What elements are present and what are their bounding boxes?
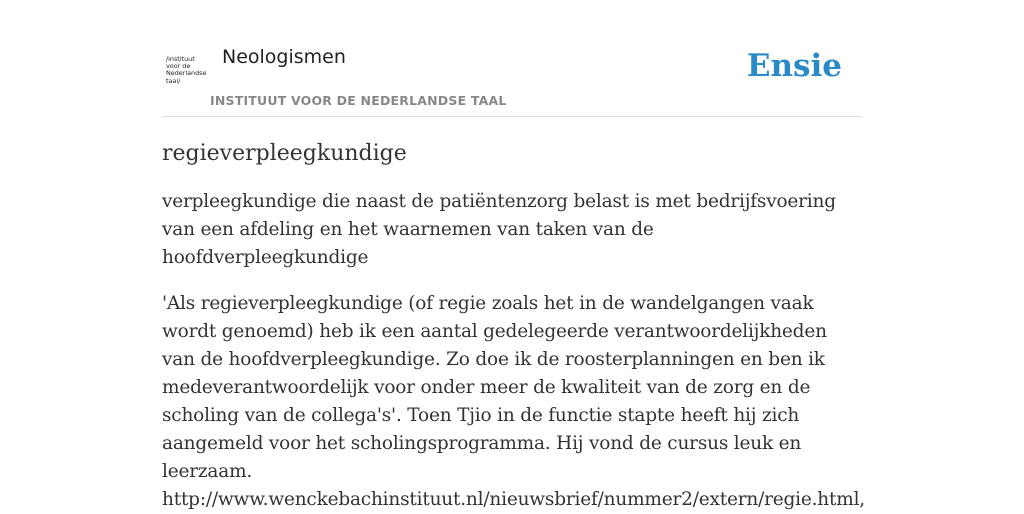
- institute-logo[interactable]: /instituut voor de Nederlandse taal/: [166, 55, 207, 85]
- entry-quote: 'Als regieverpleegkundige (of regie zoals het in de wandelgangen vaak wordt genoemd) heb ik een aantal gedelegeerde verantwoordelijkheden van de hoofdverpleegkundige. Zo doe ik de roosterplanningen en ben ik medeverantwoordelijk voor onder meer de kwaliteit van de zorg en de scholing van de collega's'. Toen Tjio in de functie stapte heeft hij zich aangemeld voor het scholingsprogramma. Hij vond de cursus leuk en leerzaam. http://www.wenckebachinstituut.nl/nieuwsbrief/nummer2/extern/regie.html,: [162, 293, 865, 510]
- entry-card: [162, 0, 865, 514]
- institute-name: INSTITUUT VOOR DE NEDERLANDSE TAAL: [210, 93, 507, 108]
- site-name[interactable]: Neologismen: [222, 46, 346, 68]
- ensie-logo[interactable]: Ensie: [746, 48, 842, 84]
- header: [162, 0, 862, 117]
- entry-definition: verpleegkundige die naast de patiëntenzorg belast is met bedrijfsvoering van een afdeling en het waarnemen van taken van de hoofdverpleegkundige: [162, 191, 836, 268]
- entry-title: regieverpleegkundige: [162, 141, 407, 166]
